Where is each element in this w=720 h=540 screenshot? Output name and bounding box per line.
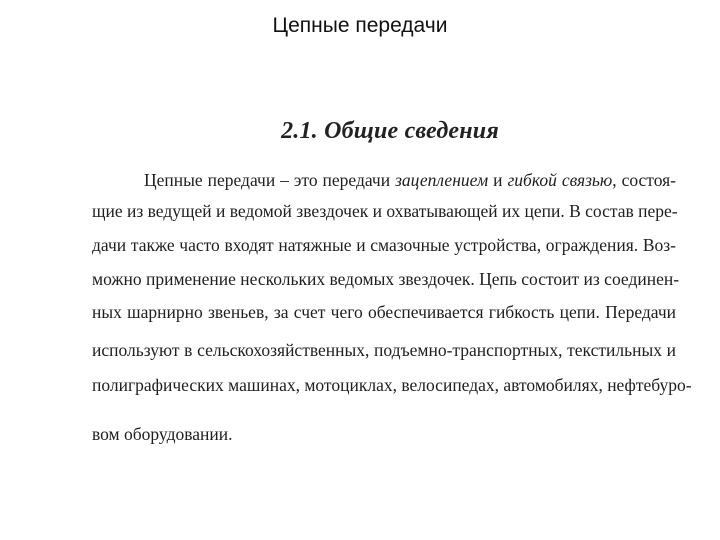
paragraph-line-2: щие из ведущей и ведомой звездочек и охватывающей их цепи. В состав пере- bbox=[92, 201, 678, 221]
line-1-conjunction: и bbox=[488, 170, 508, 190]
section-heading: 2.1. Общие сведения bbox=[281, 118, 499, 144]
scanned-text-image bbox=[92, 108, 692, 458]
term-engagement: зацеплением bbox=[395, 170, 489, 190]
line-1-text-end: , состоя- bbox=[612, 170, 677, 190]
line-1-text-start: Цепные передачи – это передачи bbox=[144, 170, 396, 190]
paragraph-line-8: вом оборудовании. bbox=[92, 424, 233, 444]
term-flexible-link: гибкой связью bbox=[507, 170, 613, 190]
paragraph-line-7: полиграфических машинах, мотоциклах, велосипедах, автомобилях, нефтебуро- bbox=[92, 375, 692, 395]
slide-title: Цепные передачи bbox=[272, 14, 448, 37]
paragraph-line-4: можно применение нескольких ведомых звездочек. Цепь состоит из соединен- bbox=[92, 269, 680, 289]
paragraph-line-5: ных шарнирно звеньев, за счет чего обеспечивается гибкость цепи. Передачи bbox=[92, 302, 676, 322]
paragraph-line-6: используют в сельскохозяйственных, подъемно-транспортных, текстильных и bbox=[92, 340, 676, 360]
paragraph-line-3: дачи также часто входят натяжные и смазочные устройства, ограждения. Воз- bbox=[92, 235, 676, 255]
paragraph-line-1 bbox=[144, 170, 676, 191]
